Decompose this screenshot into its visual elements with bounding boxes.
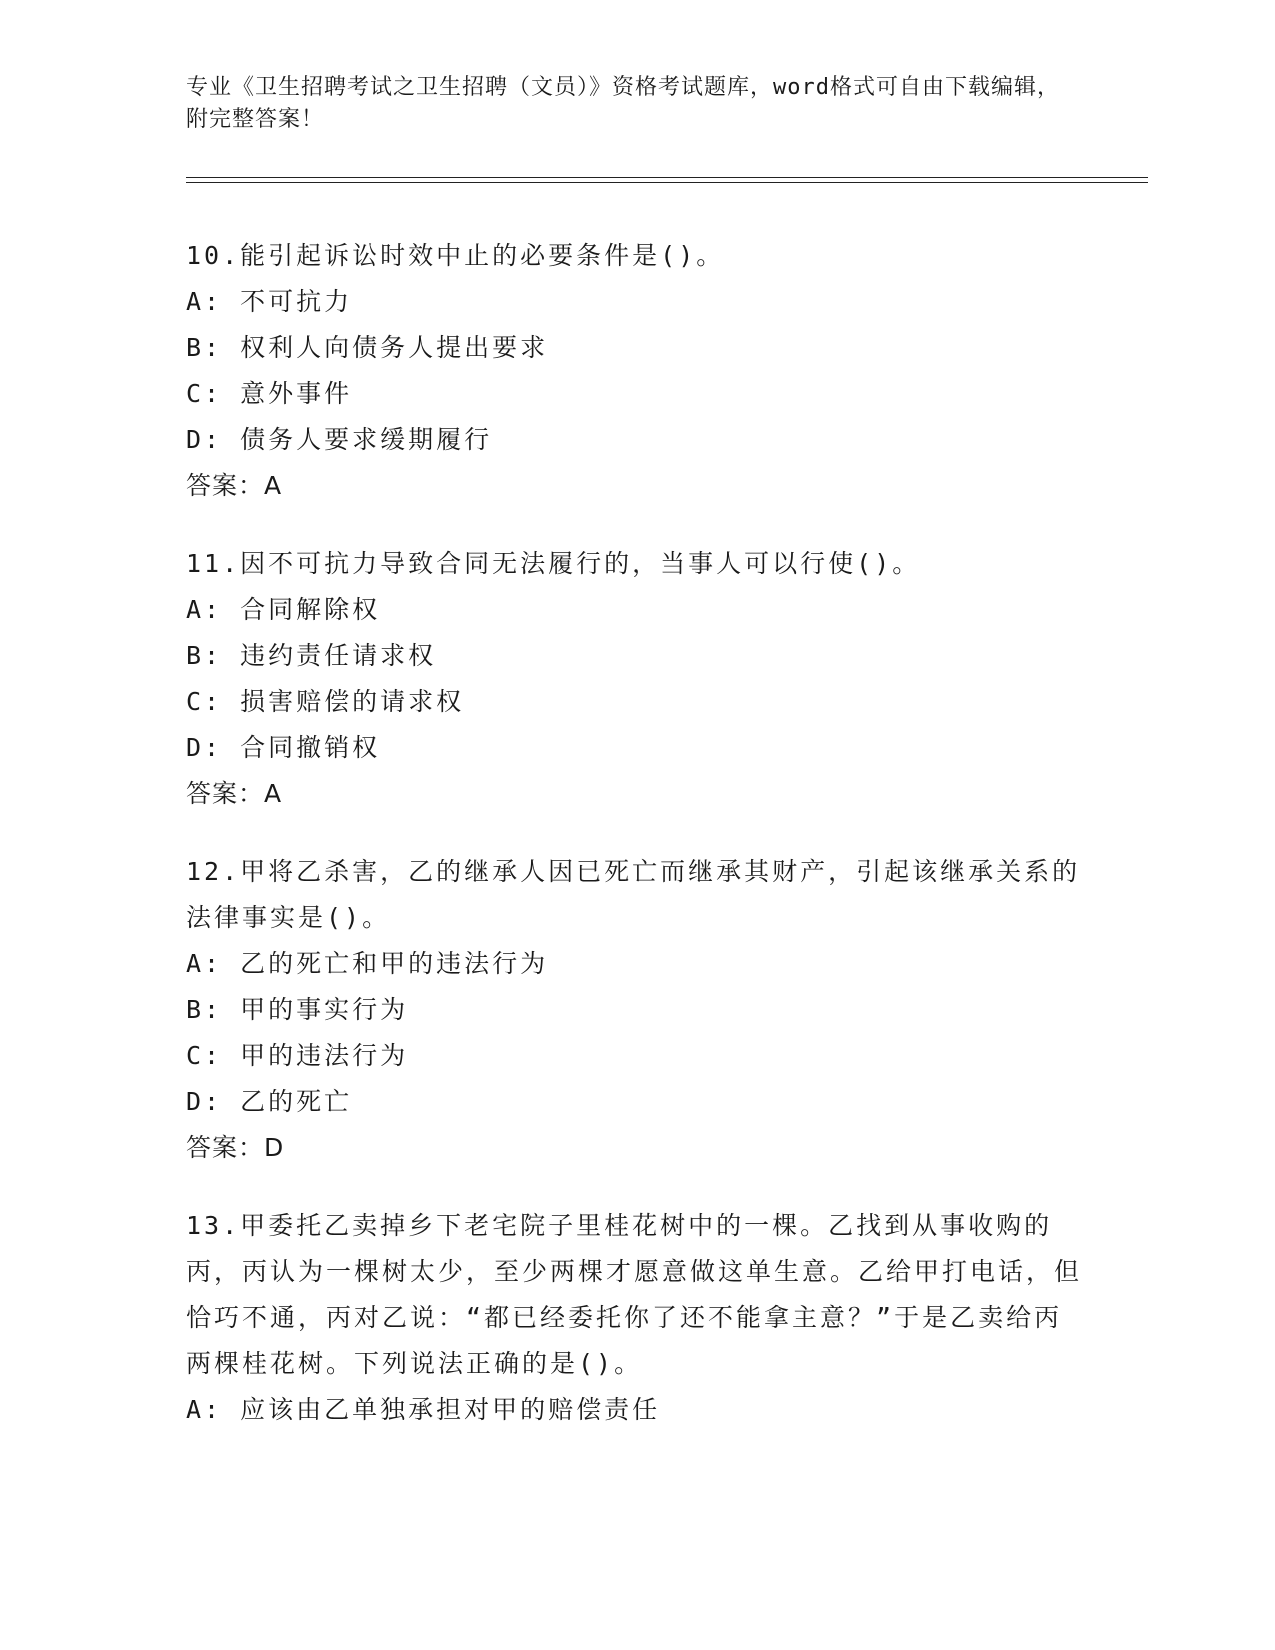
question-stem: 12.甲将乙杀害，乙的继承人因已死亡而继承其财产，引起该继承关系的法律事实是()。 — [186, 857, 1081, 932]
question-stem: 13.甲委托乙卖掉乡下老宅院子里桂花树中的一棵。乙找到从事收购的丙，丙认为一棵树太少，至少两棵才愿意做这单生意。乙给甲打电话，但恰巧不通，丙对乙说：“都已经委托你了还不能拿主意？”于是乙卖给丙两棵桂花树。下列说法正确的是()。 — [186, 1211, 1083, 1378]
option-a: A: 乙的死亡和甲的违法行为 — [186, 949, 549, 978]
header-divider-top — [186, 177, 1148, 178]
question-13 — [186, 1203, 1086, 1433]
option-c: C: 甲的违法行为 — [186, 1041, 409, 1070]
option-b: B: 甲的事实行为 — [186, 995, 409, 1024]
header-divider-bottom — [186, 182, 1148, 183]
option-c: C: 损害赔偿的请求权 — [186, 687, 465, 716]
option-a: A: 合同解除权 — [186, 595, 381, 624]
option-d: D: 债务人要求缓期履行 — [186, 425, 493, 454]
question-12 — [186, 849, 1086, 1171]
option-d: D: 合同撤销权 — [186, 733, 381, 762]
option-a: A: 不可抗力 — [186, 287, 353, 316]
question-stem: 10.能引起诉讼时效中止的必要条件是()。 — [186, 241, 725, 270]
question-list — [186, 233, 1086, 1465]
question-10 — [186, 233, 1086, 509]
question-11 — [186, 541, 1086, 817]
option-d: D: 乙的死亡 — [186, 1087, 353, 1116]
option-a: A: 应该由乙单独承担对甲的赔偿责任 — [186, 1395, 661, 1424]
option-b: B: 违约责任请求权 — [186, 641, 437, 670]
answer-line: 答案：D — [186, 1133, 285, 1162]
option-c: C: 意外事件 — [186, 379, 353, 408]
question-stem: 11.因不可抗力导致合同无法履行的，当事人可以行使()。 — [186, 549, 921, 578]
answer-line: 答案：A — [186, 471, 283, 500]
document-header-intro: 专业《卫生招聘考试之卫生招聘（文员）》资格考试题库，word格式可自由下载编辑，附完整答案！ — [186, 75, 1060, 132]
answer-line: 答案：A — [186, 779, 283, 808]
option-b: B: 权利人向债务人提出要求 — [186, 333, 549, 362]
